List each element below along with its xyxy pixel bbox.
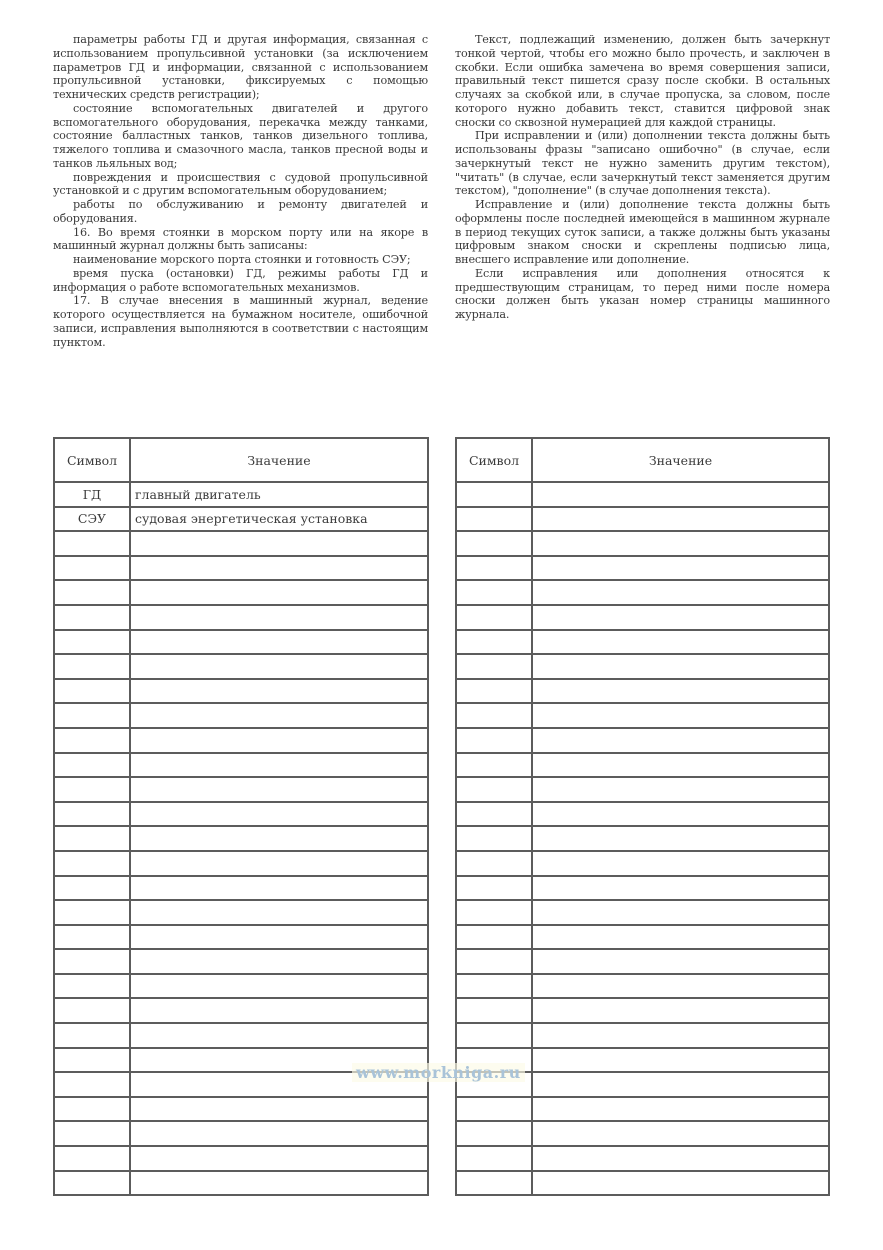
cell-meaning [532, 507, 829, 532]
cell-symbol [54, 1097, 130, 1122]
cell-symbol [456, 1121, 532, 1146]
table-row [456, 998, 829, 1023]
paragraph: Исправление и (или) дополнение текста должны быть оформлены после последней имеющейся в машинном журнале в период текущих суток записи, а также должны быть указаны цифровым знаком сноски и скреплены подписью лица, внесшего исправление или дополнение. [455, 198, 830, 266]
table-row [54, 482, 428, 507]
cell-symbol [456, 851, 532, 876]
cell-symbol: ГД [54, 482, 130, 507]
cell-meaning [130, 679, 428, 704]
cell-meaning [532, 1146, 829, 1171]
cell-symbol [456, 900, 532, 925]
cell-symbol [54, 998, 130, 1023]
cell-meaning [130, 974, 428, 999]
cell-symbol [456, 654, 532, 679]
cell-meaning [532, 753, 829, 778]
cell-meaning [532, 605, 829, 630]
paragraph: время пуска (остановки) ГД, режимы работы ГД и информация о работе вспомогательных механизмов. [53, 266, 428, 294]
table-row [456, 974, 829, 999]
table-row [456, 482, 829, 507]
cell-meaning [130, 998, 428, 1023]
header-symbol: Символ [54, 438, 130, 482]
table-row [54, 703, 428, 728]
cell-meaning [532, 1121, 829, 1146]
cell-symbol [54, 974, 130, 999]
cell-meaning [532, 802, 829, 827]
cell-symbol [54, 1121, 130, 1146]
right-table-body [456, 482, 829, 1195]
table-row [456, 1023, 829, 1048]
table-row [54, 998, 428, 1023]
table-row [54, 900, 428, 925]
paragraph: состояние вспомогательных двигателей и другого вспомогательного оборудования, перекачка между танками, состояние балластных танков, танков дизельного топлива, тяжелого топлива и смазочного масла, танков пресной воды и танков льяльных вод; [53, 101, 428, 170]
cell-meaning [532, 728, 829, 753]
cell-symbol [456, 753, 532, 778]
cell-meaning [130, 580, 428, 605]
cell-symbol [54, 556, 130, 581]
cell-symbol [54, 802, 130, 827]
table-row [54, 679, 428, 704]
cell-meaning [532, 556, 829, 581]
cell-meaning [532, 925, 829, 950]
table-row [54, 630, 428, 655]
cell-symbol [456, 1171, 532, 1196]
cell-meaning [532, 1097, 829, 1122]
cell-meaning [130, 1146, 428, 1171]
table-row [54, 802, 428, 827]
cell-meaning [130, 531, 428, 556]
cell-symbol [456, 998, 532, 1023]
cell-meaning [130, 556, 428, 581]
table-row [54, 876, 428, 901]
cell-meaning [130, 876, 428, 901]
cell-symbol [456, 630, 532, 655]
paragraph: наименование морского порта стоянки и готовность СЭУ; [73, 253, 411, 266]
cell-symbol [456, 1097, 532, 1122]
right-symbols-table [455, 437, 830, 1196]
table-row [54, 974, 428, 999]
cell-symbol [456, 777, 532, 802]
cell-meaning: судовая энергетическая установка [130, 507, 428, 532]
cell-symbol [456, 974, 532, 999]
cell-symbol [456, 482, 532, 507]
cell-symbol [54, 630, 130, 655]
cell-meaning [130, 851, 428, 876]
cell-meaning [532, 630, 829, 655]
table-row [54, 605, 428, 630]
cell-meaning [532, 654, 829, 679]
cell-symbol [54, 1072, 130, 1097]
cell-meaning [130, 1023, 428, 1048]
right-text-column [455, 33, 830, 322]
paragraph: При исправлении и (или) дополнении текста должны быть использованы фразы "записано ошибочно" (в случае, если зачеркнутый текст не нужно заменить другим текстом), "читать" (в случае, если зачеркнутый текст заменяется другим текстом), "дополнение" (в случае дополнения текста). [455, 129, 830, 198]
table-row [456, 1146, 829, 1171]
header-meaning: Значение [532, 438, 829, 482]
table-row [456, 753, 829, 778]
left-table-body [54, 482, 428, 1195]
cell-meaning [532, 1048, 829, 1073]
table-row [456, 679, 829, 704]
cell-symbol [54, 654, 130, 679]
table-row [456, 900, 829, 925]
table-row [54, 531, 428, 556]
cell-meaning [130, 826, 428, 851]
paragraph-item-16: 16. Во время стоянки в морском порту или на якоре в машинный журнал должны быть записаны: [53, 225, 428, 253]
table-row [54, 925, 428, 950]
cell-meaning [130, 949, 428, 974]
cell-symbol [54, 531, 130, 556]
cell-symbol [456, 580, 532, 605]
cell-symbol [54, 925, 130, 950]
cell-symbol [54, 679, 130, 704]
cell-meaning [532, 826, 829, 851]
cell-meaning [130, 630, 428, 655]
table-row [456, 1097, 829, 1122]
paragraph: Если исправления или дополнения относятся к предшествующим страницам, то перед ними после номера сноски должен быть указан номер страницы машинного журнала. [455, 266, 830, 321]
cell-symbol [54, 1048, 130, 1073]
cell-symbol [456, 679, 532, 704]
table-row [456, 949, 829, 974]
table-row [456, 925, 829, 950]
cell-meaning [130, 925, 428, 950]
table-row [54, 1146, 428, 1171]
cell-meaning [532, 1072, 829, 1097]
cell-symbol [54, 900, 130, 925]
cell-meaning [130, 605, 428, 630]
cell-meaning [532, 851, 829, 876]
cell-symbol [456, 556, 532, 581]
table-row [54, 1097, 428, 1122]
cell-symbol [456, 925, 532, 950]
cell-meaning [130, 1121, 428, 1146]
table-row [456, 728, 829, 753]
cell-meaning [130, 753, 428, 778]
cell-symbol [456, 1023, 532, 1048]
cell-meaning [532, 531, 829, 556]
cell-symbol [54, 949, 130, 974]
cell-symbol [54, 1171, 130, 1196]
table-row [456, 531, 829, 556]
cell-symbol [456, 507, 532, 532]
table-row [54, 728, 428, 753]
table-row [54, 1171, 428, 1196]
paragraph-item-17: 17. В случае внесения в машинный журнал, ведение которого осуществляется на бумажном носителе, ошибочной записи, исправления выполняются в соответствии с настоящим пунктом. [53, 294, 428, 349]
table-row [456, 605, 829, 630]
cell-symbol [456, 949, 532, 974]
table-row [456, 851, 829, 876]
cell-meaning [532, 777, 829, 802]
paragraph: Текст, подлежащий изменению, должен быть зачеркнут тонкой чертой, чтобы его можно было прочесть, и заключен в скобки. Если ошибка замечена во время совершения записи, правильный текст пишется сразу после скобки. В остальных случаях за скобкой или, в случае пропуска, за словом, после которого нужно добавить текст, ставится цифровой знак сноски со сквозной нумерацией для каждой страницы. [455, 33, 830, 129]
table-row [456, 1121, 829, 1146]
cell-symbol: СЭУ [54, 507, 130, 532]
table-row [54, 753, 428, 778]
table-row [456, 507, 829, 532]
cell-symbol [456, 826, 532, 851]
table-row [54, 1121, 428, 1146]
cell-meaning [130, 703, 428, 728]
cell-symbol [456, 605, 532, 630]
cell-meaning [532, 949, 829, 974]
cell-symbol [54, 728, 130, 753]
table-row [456, 654, 829, 679]
cell-meaning [532, 1023, 829, 1048]
cell-meaning [130, 900, 428, 925]
paragraph: параметры работы ГД и другая информация, связанная с использованием пропульсивной установки (за исключением параметров ГД и информации, связанной с использованием пропульсивной установки, фиксируемых с помощью технических средств регистрации); [53, 33, 428, 101]
cell-symbol [54, 876, 130, 901]
table-row [54, 580, 428, 605]
cell-symbol [54, 851, 130, 876]
table-row [54, 851, 428, 876]
cell-meaning [130, 728, 428, 753]
cell-symbol [54, 1146, 130, 1171]
table-row [54, 1023, 428, 1048]
table-row [456, 802, 829, 827]
table-row [54, 507, 428, 532]
cell-symbol [456, 876, 532, 901]
cell-symbol [54, 1023, 130, 1048]
cell-meaning [532, 876, 829, 901]
table-row [456, 777, 829, 802]
cell-meaning [130, 1097, 428, 1122]
cell-meaning [130, 802, 428, 827]
paragraph: работы по обслуживанию и ремонту двигателей и оборудования. [53, 198, 428, 225]
table-row [54, 826, 428, 851]
cell-meaning [532, 1171, 829, 1196]
table-header-row [456, 438, 829, 482]
table-row [54, 777, 428, 802]
table-row [456, 826, 829, 851]
table-row [456, 580, 829, 605]
cell-symbol [54, 753, 130, 778]
cell-symbol [456, 802, 532, 827]
table-row [54, 949, 428, 974]
cell-symbol [456, 703, 532, 728]
cell-meaning [130, 1171, 428, 1196]
table-row [456, 1171, 829, 1196]
left-symbols-table [53, 437, 429, 1196]
cell-symbol [456, 728, 532, 753]
table-row [54, 654, 428, 679]
paragraph: повреждения и происшествия с судовой пропульсивной установкой и с другим вспомогательным оборудованием; [53, 170, 428, 198]
cell-meaning [532, 482, 829, 507]
header-meaning: Значение [130, 438, 428, 482]
table-row [54, 556, 428, 581]
table-row [456, 876, 829, 901]
left-text-column [53, 33, 428, 349]
cell-meaning [532, 703, 829, 728]
cell-meaning [130, 777, 428, 802]
cell-meaning [532, 679, 829, 704]
cell-symbol [456, 531, 532, 556]
cell-meaning [532, 998, 829, 1023]
cell-symbol [54, 703, 130, 728]
cell-meaning: главный двигатель [130, 482, 428, 507]
table-header-row [54, 438, 428, 482]
cell-symbol [54, 580, 130, 605]
cell-symbol [54, 605, 130, 630]
cell-meaning [130, 654, 428, 679]
watermark: www.morkniga.ru [352, 1063, 525, 1082]
cell-symbol [54, 826, 130, 851]
table-row [456, 556, 829, 581]
cell-meaning [532, 580, 829, 605]
table-row [456, 703, 829, 728]
table-row [456, 630, 829, 655]
cell-symbol [54, 777, 130, 802]
cell-symbol [456, 1146, 532, 1171]
cell-meaning [532, 974, 829, 999]
cell-meaning [532, 900, 829, 925]
header-symbol: Символ [456, 438, 532, 482]
